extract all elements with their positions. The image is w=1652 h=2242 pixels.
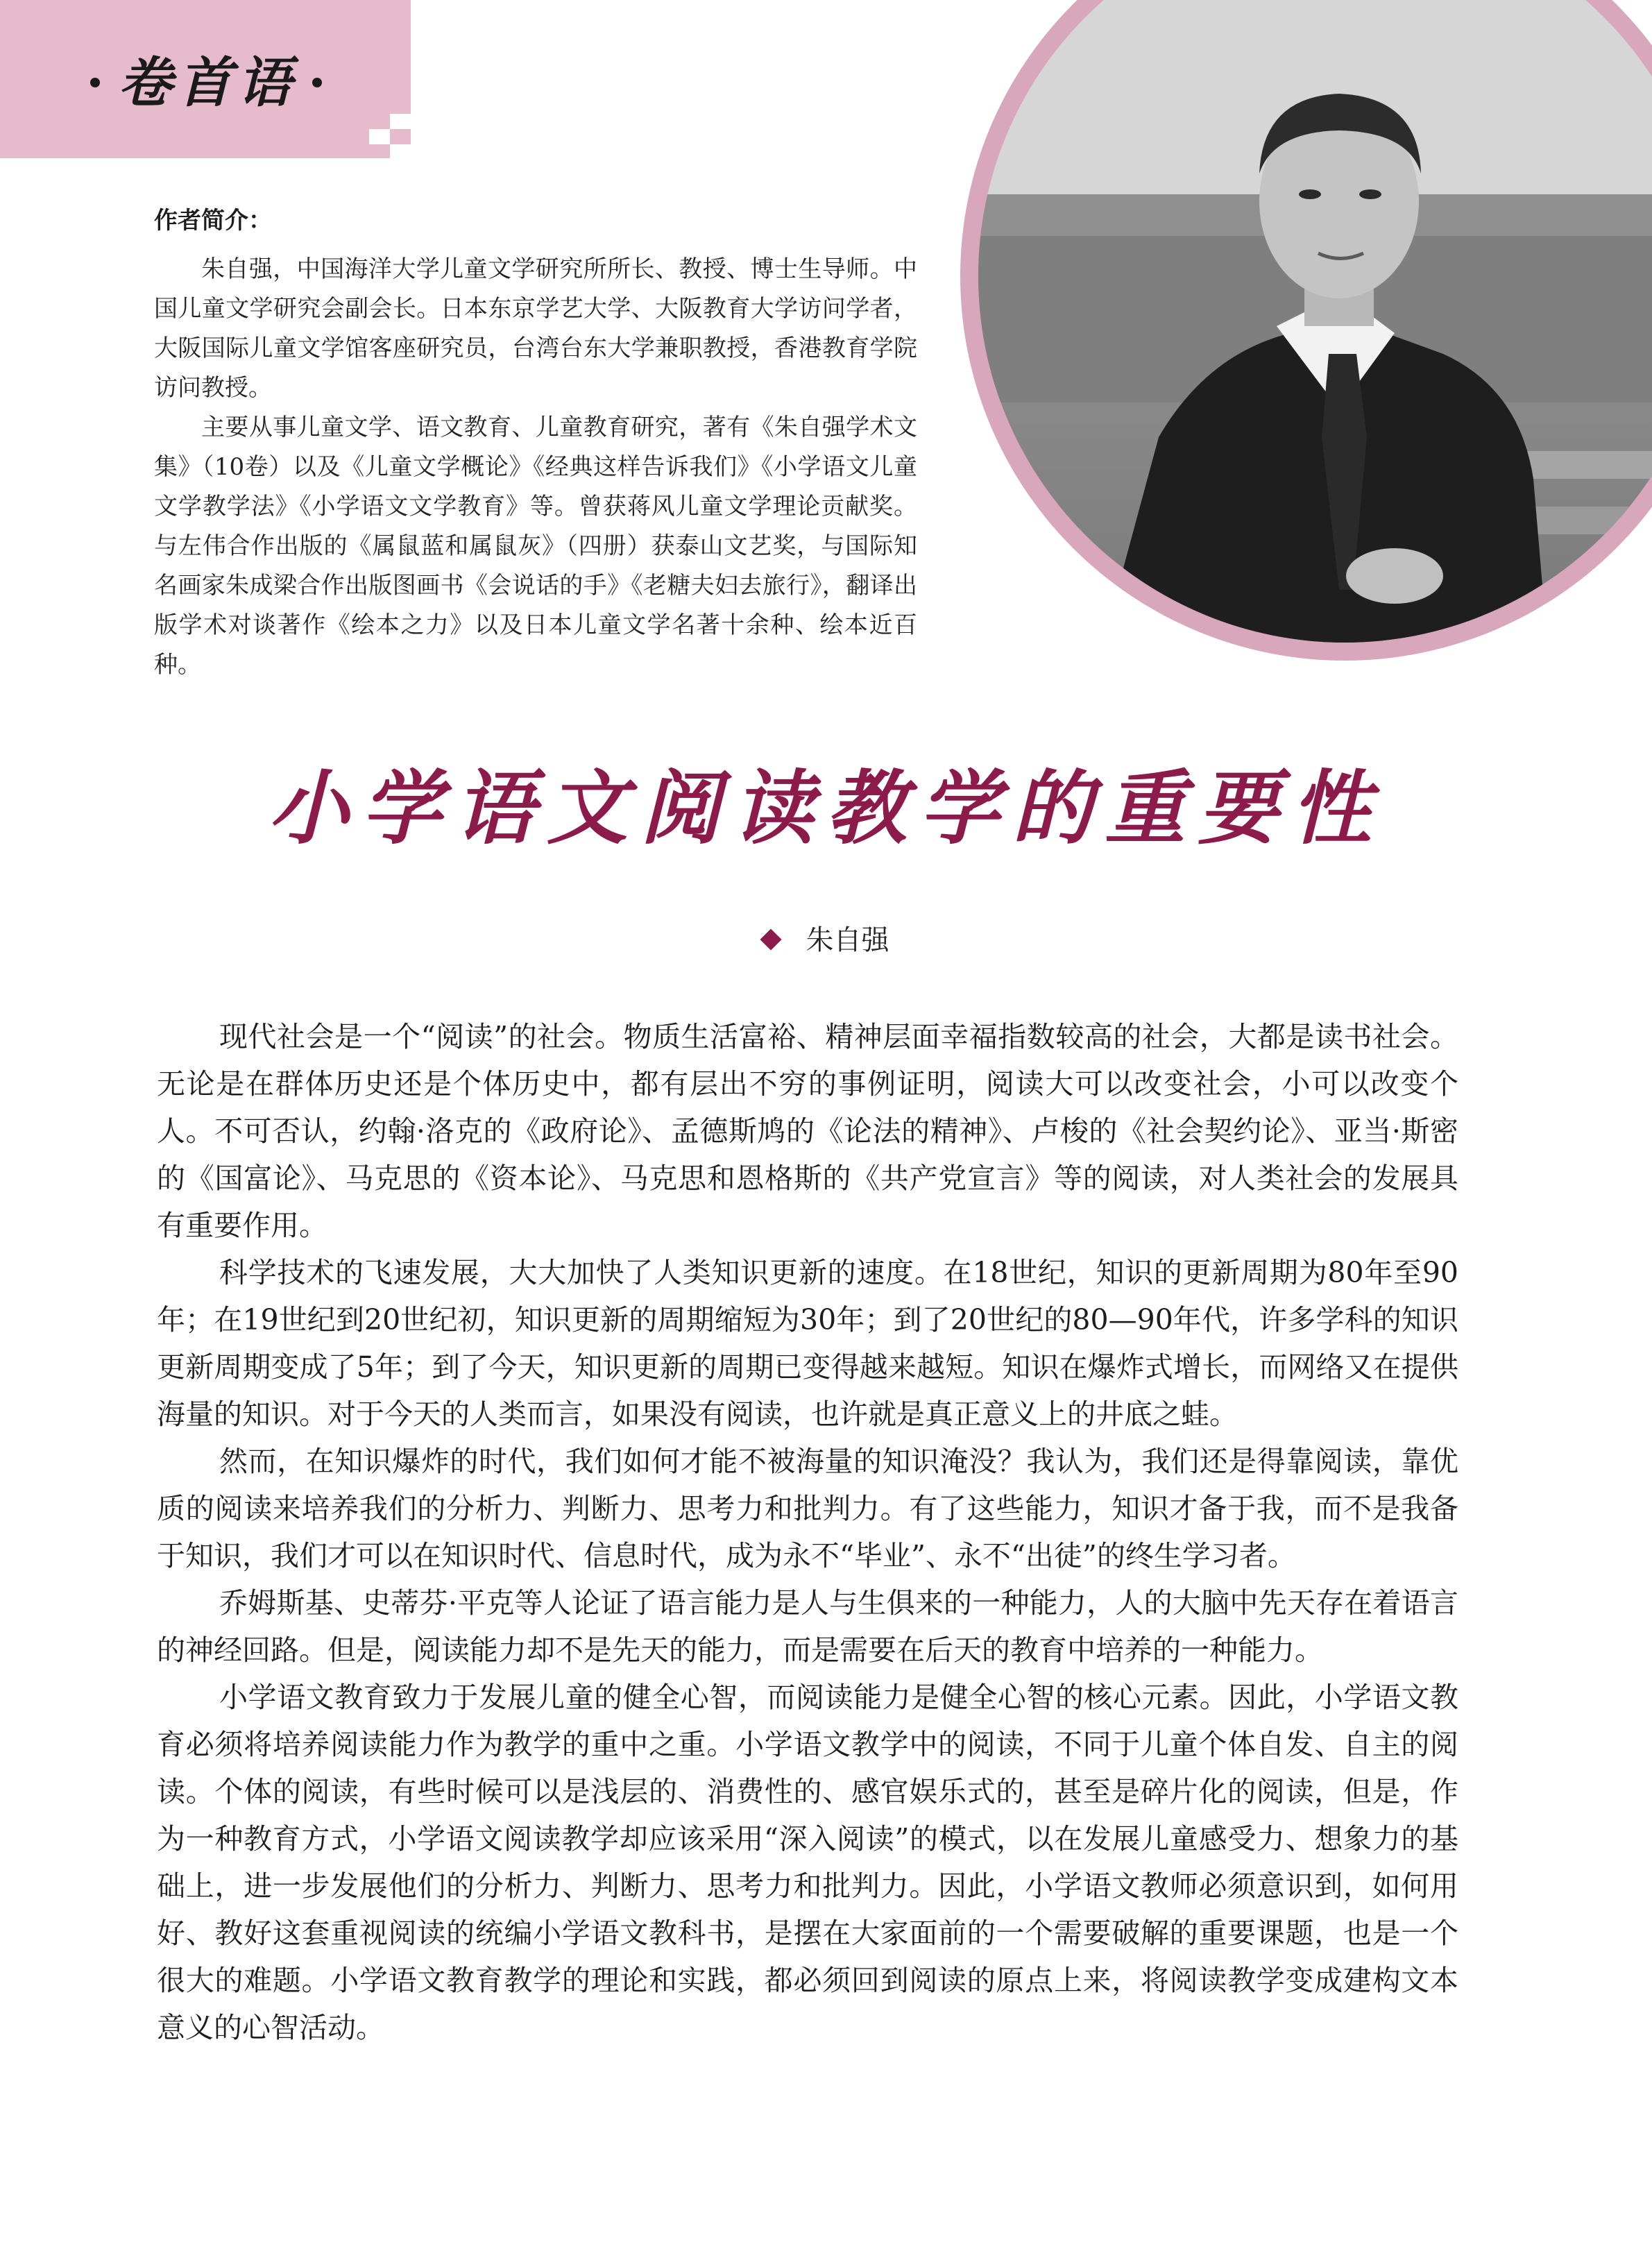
header-decoration: [390, 114, 411, 129]
diamond-icon: [760, 928, 781, 950]
header-decoration: [369, 129, 390, 144]
article-body: [157, 1013, 1458, 2051]
header-decoration: [390, 144, 411, 158]
author-photo-illustration: [978, 0, 1652, 643]
author-bio-label: 作者简介：: [154, 207, 272, 235]
article-paragraph: 科学技术的飞速发展，大大加快了人类知识更新的速度。在18世纪，知识的更新周期为80年至90年；在19世纪到20世纪初，知识更新的周期缩短为30年；到了20世纪的80—90年代，许多学科的知识更新周期变成了5年；到了今天，知识更新的周期已变得越来越短。知识在爆炸式增长，而网络又在提供海量的知识。对于今天的人类而言，如果没有阅读，也许就是真正意义上的井底之蛙。: [157, 1256, 1458, 1431]
section-title: 卷首语: [118, 51, 298, 114]
article-paragraph: 现代社会是一个“阅读”的社会。物质生活富裕、精神层面幸福指数较高的社会，大都是读书社会。无论是在群体历史还是个体历史中，都有层出不穷的事例证明，阅读大可以改变社会，小可以改变个人。不可否认，约翰·洛克的《政府论》、孟德斯鸠的《论法的精神》、卢梭的《社会契约论》、亚当·斯密的《国富论》、马克思的《资本论》、马克思和恩格斯的《共产党宣言》等的阅读，对人类社会的发展具有重要作用。: [157, 1020, 1458, 1242]
author-bio-paragraph: 朱自强，中国海洋大学儿童文学研究所所长、教授、博士生导师。中国儿童文学研究会副会长。日本东京学艺大学、大阪教育大学访问学者，大阪国际儿童文学馆客座研究员，台湾台东大学兼职教授，香港教育学院访问教授。: [154, 255, 917, 402]
author-bio-paragraph: 主要从事儿童文学、语文教育、儿童教育研究，著有《朱自强学术文集》（10卷）以及《儿童文学概论》《经典这样告诉我们》《小学语文儿童文学教学法》《小学语文文学教育》等。曾获蒋风儿童文学理论贡献奖。与左伟合作出版的《属鼠蓝和属鼠灰》（四册）获泰山文艺奖，与国际知名画家朱成梁合作出版图画书《会说话的手》《老糖夫妇去旅行》，翻译出版学术对谈著作《绘本之力》以及日本儿童文学名著十余种、绘本近百种。: [154, 414, 917, 679]
header-dot-left: [90, 78, 100, 87]
author-photo: [978, 0, 1652, 643]
author-bio: [154, 250, 917, 685]
article-author: 朱自强: [806, 924, 889, 956]
article-paragraph: 然而，在知识爆炸的时代，我们如何才能不被海量的知识淹没？我认为，我们还是得靠阅读，靠优质的阅读来培养我们的分析力、判断力、思考力和批判力。有了这些能力，知识才备于我，而不是我备于知识，我们才可以在知识时代、信息时代，成为永不“毕业”、永不“出徒”的终生学习者。: [157, 1445, 1458, 1572]
article-title: 小学语文阅读教学的重要性: [268, 761, 1384, 856]
header-dot-right: [312, 78, 322, 87]
article-paragraph: 乔姆斯基、史蒂芬·平克等人论证了语言能力是人与生俱来的一种能力，人的大脑中先天存在着语言的神经回路。但是，阅读能力却不是先天的能力，而是需要在后天的教育中培养的一种能力。: [157, 1586, 1458, 1667]
article-paragraph: 小学语文教育致力于发展儿童的健全心智，而阅读能力是健全心智的核心元素。因此，小学语文教育必须将培养阅读能力作为教学的重中之重。小学语文教学中的阅读，不同于儿童个体自发、自主的阅读。个体的阅读，有些时候可以是浅层的、消费性的、感官娱乐式的，甚至是碎片化的阅读，但是，作为一种教育方式，小学语文阅读教学却应该采用“深入阅读”的模式，以在发展儿童感受力、想象力的基础上，进一步发展他们的分析力、判断力、思考力和批判力。因此，小学语文教师必须意识到，如何用好、教好这套重视阅读的统编小学语文教科书，是摆在大家面前的一个需要破解的重要课题，也是一个很大的难题。小学语文教育教学的理论和实践，都必须回到阅读的原点上来，将阅读教学变成建构文本意义的心智活动。: [157, 1681, 1458, 2044]
byline: [0, 919, 1652, 961]
